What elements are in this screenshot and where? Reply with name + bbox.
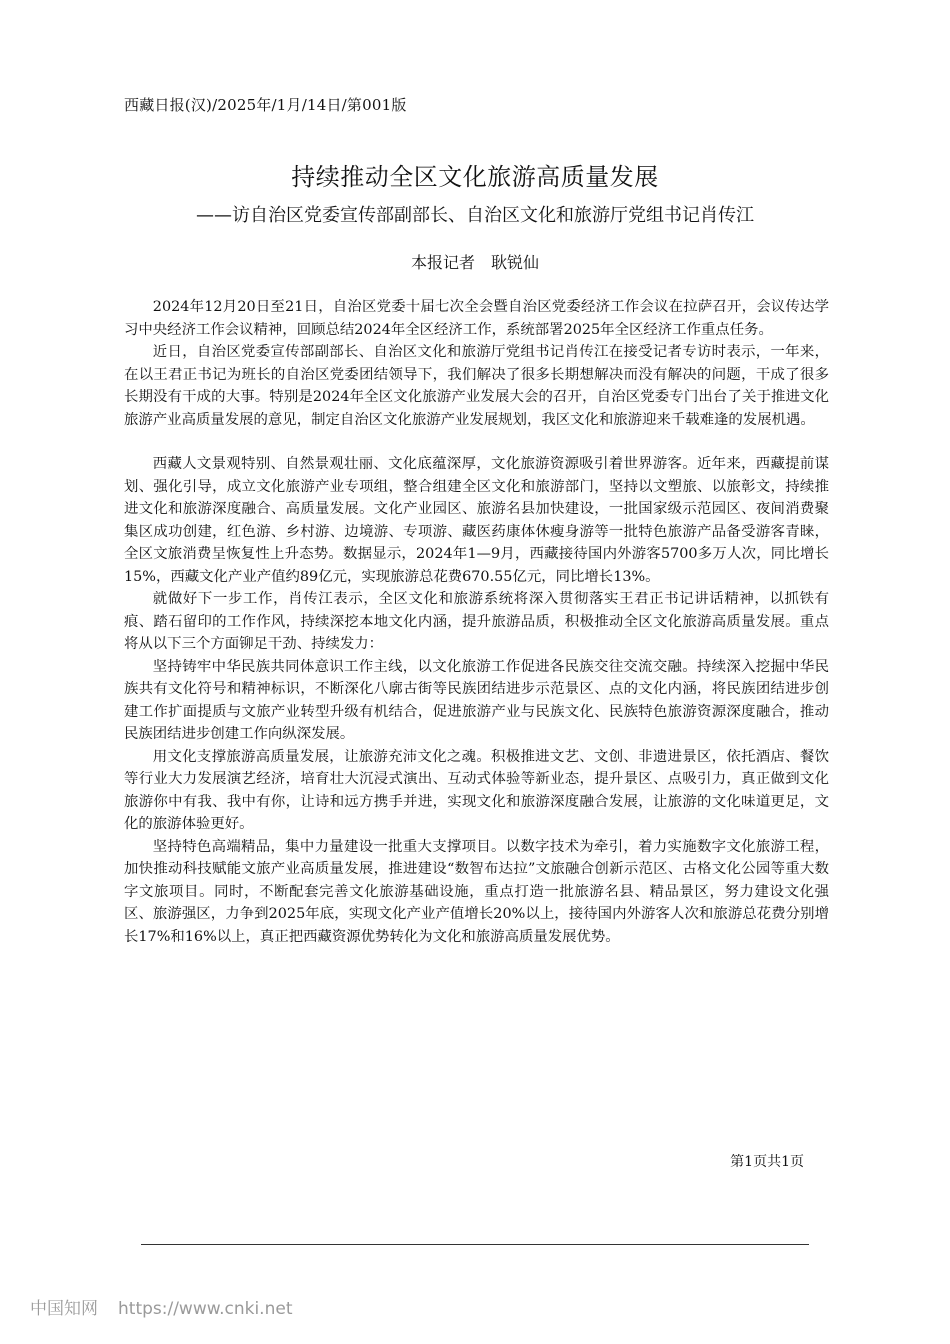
article-paragraph: 坚持铸牢中华民族共同体意识工作主线，以文化旅游工作促进各民族交往交流交融。持续深入挖掘中华民族共有文化符号和精神标识，不断深化八廓古街等民族团结进步示范景区、点的文化内涵，将民族团结进步创建工作扩面提质与文旅产业转型升级有机结合，促进旅游产业与民族文化、民族特色旅游资源深度融合，推动民族团结进步创建工作向纵深发展。: [124, 658, 829, 742]
article-paragraph: 就做好下一步工作，肖传江表示，全区文化和旅游系统将深入贯彻落实王君正书记讲话精神，以抓铁有痕、踏石留印的工作作风，持续深挖本地文化内涵，提升旅游品质，积极推动全区文化旅游高质量发展。重点将从以下三个方面铆足干劲、持续发力：: [124, 591, 829, 652]
watermark-brand: 中国知网: [30, 1299, 98, 1319]
article-paragraph: 2024年12月20日至21日，自治区党委十届七次全会暨自治区党委经济工作会议在拉萨召开，会议传达学习中央经济工作会议精神，回顾总结2024年全区经济工作，系统部署2025年全区经济工作重点任务。: [124, 299, 829, 338]
cnki-watermark: [30, 1294, 292, 1319]
article-paragraph: 用文化支撑旅游高质量发展，让旅游充沛文化之魂。积极推进文艺、文创、非遗进景区，依托酒店、餐饮等行业大力发展演艺经济，培育壮大沉浸式演出、互动式体验等新业态，提升景区、点吸引力，真正做到文化旅游你中有我、我中有你，让诗和远方携手并进，实现文化和旅游深度融合发展，让旅游的文化味道更足，文化的旅游体验更好。: [124, 748, 829, 832]
article-byline: 本报记者 耿锐仙: [410, 253, 539, 272]
article-body: [124, 296, 829, 948]
article-paragraph: 坚持特色高端精品，集中力量建设一批重大支撑项目。以数字技术为牵引，着力实施数字文化旅游工程，加快推动科技赋能文旅产业高质量发展，推进建设“数智布达拉”文旅融合创新示范区、古格文化公园等重大数字文旅项目。同时，不断配套完善文化旅游基础设施，重点打造一批旅游名县、精品景区，努力建设文化强区、旅游强区，力争到2025年底，实现文化产业产值增长20%以上，接待国内外游客人次和旅游总花费分别增长17%和16%以上，真正把西藏资源优势转化为文化和旅游高质量发展优势。: [124, 838, 829, 945]
publication-source: 西藏日报(汉)/2025年/1月/14日/第001版: [124, 96, 407, 114]
article-paragraph: 西藏人文景观特别、自然景观壮丽、文化底蕴深厚，文化旅游资源吸引着世界游客。近年来，西藏提前谋划、强化引导，成立文化旅游产业专项组，整合组建全区文化和旅游部门，坚持以文塑旅、以旅彰文，持续推进文化和旅游深度融合、高质量发展。文化产业园区、旅游名县加快建设，一批国家级示范园区、夜间消费聚集区成功创建，红色游、乡村游、边境游、专项游、藏医药康体休瘦身游等一批特色旅游产品备受游客青睐，全区文旅消费呈恢复性上升态势。数据显示，2024年1—9月，西藏接待国内外游客5700多万人次，同比增长15%，西藏文化产业产值约89亿元，实现旅游总花费670.55亿元，同比增长13%。: [124, 456, 829, 585]
watermark-url: https://www.cnki.net: [118, 1299, 293, 1319]
article-title: 持续推动全区文化旅游高质量发展: [291, 163, 659, 192]
article-subtitle: ——访自治区党委宣传部副部长、自治区文化和旅游厅党组书记肖传江: [196, 205, 754, 226]
article-paragraph: 近日，自治区党委宣传部副部长、自治区文化和旅游厅党组书记肖传江在接受记者专访时表示，一年来，在以王君正书记为班长的自治区党委团结领导下，我们解决了很多长期想解决而没有解决的问题，干成了很多长期没有干成的大事。特别是2024年全区文化旅游产业发展大会的召开，自治区党委专门出台了关于推进文化旅游产业高质量发展的意见，制定自治区文化旅游产业发展规划，我区文化和旅游迎来千载难逢的发展机遇。: [124, 344, 829, 428]
footer-divider: [141, 1244, 809, 1245]
page-counter: 第1页共1页: [730, 1154, 804, 1170]
